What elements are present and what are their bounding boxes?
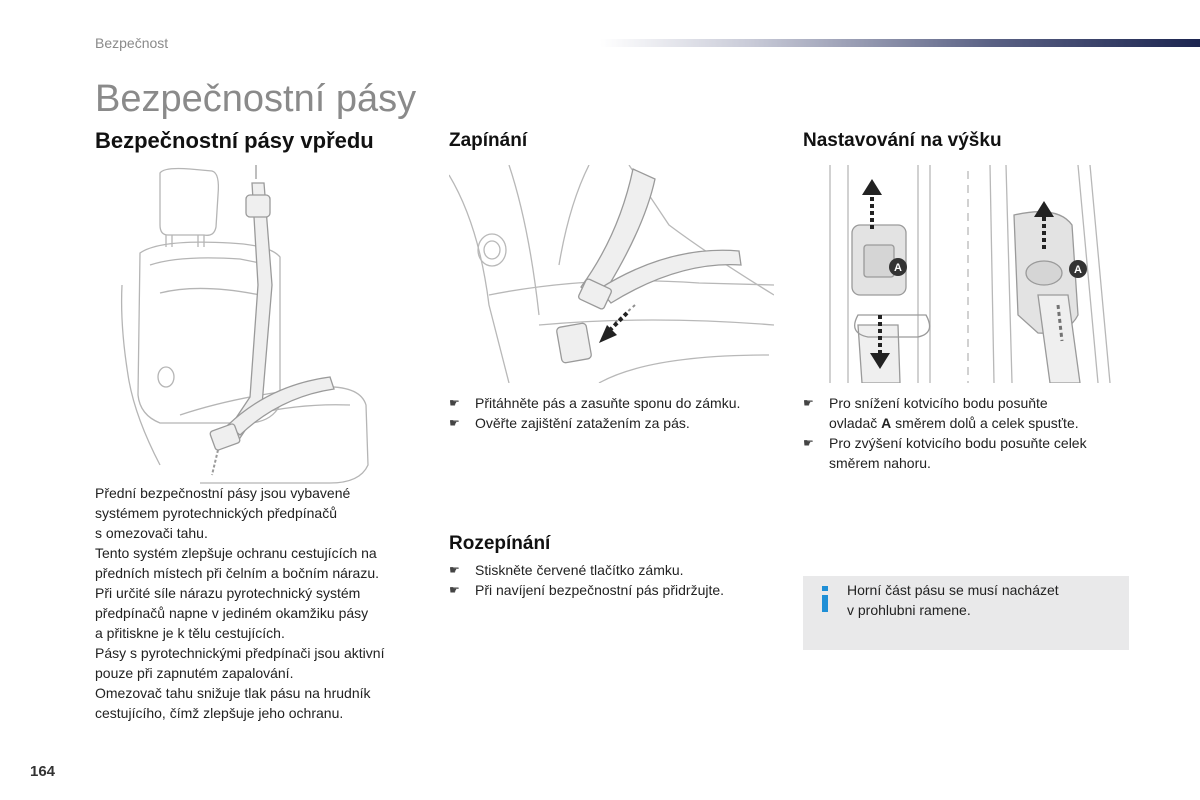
note-line: Horní část pásu se musí nacházet xyxy=(847,582,1059,598)
list-item xyxy=(449,560,779,580)
desc-line: Přední bezpečnostní pásy jsou vybavené xyxy=(95,485,351,501)
pointing-hand-icon: ☛ xyxy=(449,396,460,410)
desc-line: Omezovač tahu snižuje tlak pásu na hrudník xyxy=(95,685,371,701)
height-adjust-heading: Nastavování na výšku xyxy=(803,130,1002,151)
pointing-hand-icon: ☛ xyxy=(449,563,460,577)
desc-line: cestujícího, čímž zlepšuje jeho ochranu. xyxy=(95,705,344,721)
list-item xyxy=(449,413,779,433)
height-adjust-figure xyxy=(818,165,1118,383)
list-item xyxy=(803,433,1143,473)
pointing-hand-icon: ☛ xyxy=(803,396,814,410)
desc-line: předpínačů napne v jediném okamžiku pásy xyxy=(95,605,369,621)
note-line: v prohlubni ramene. xyxy=(847,602,971,618)
step-text: směrem nahoru. xyxy=(829,455,931,471)
figure-label-a: A xyxy=(1074,264,1082,276)
step-text: Stiskněte červené tlačítko zámku. xyxy=(475,562,684,578)
list-item xyxy=(803,393,1143,433)
step-text: Ověřte zajištění zatažením za pás. xyxy=(475,415,690,431)
list-item xyxy=(449,580,779,600)
page-title: Bezpečnostní pásy xyxy=(95,78,417,120)
desc-line: Pásy s pyrotechnickými předpínači jsou aktivní xyxy=(95,645,385,661)
desc-line: Tento systém zlepšuje ochranu cestujících na xyxy=(95,545,377,561)
buckle-figure xyxy=(449,165,774,383)
step-text: Pro snížení kotvicího bodu posuňte xyxy=(829,395,1048,411)
info-icon xyxy=(817,586,833,612)
step-text: Přitáhněte pás a zasuňte sponu do zámku. xyxy=(475,395,741,411)
header-gradient-bar xyxy=(600,39,1200,47)
desc-line: s omezovači tahu. xyxy=(95,525,208,541)
desc-line: předních místech při čelním a bočním nárazu. xyxy=(95,565,380,581)
desc-line: Při určité síle nárazu pyrotechnický systém xyxy=(95,585,361,601)
fasten-heading: Zapínání xyxy=(449,130,528,151)
desc-line: systémem pyrotechnických předpínačů xyxy=(95,505,337,521)
note-text xyxy=(847,580,1117,620)
section-label: Bezpečnost xyxy=(95,35,169,51)
page-number: 164 xyxy=(30,763,56,780)
front-belts-description xyxy=(95,483,425,723)
desc-line: a přitiskne je k tělu cestujících. xyxy=(95,625,285,641)
pointing-hand-icon: ☛ xyxy=(803,436,814,450)
pointing-hand-icon: ☛ xyxy=(449,583,460,597)
list-item xyxy=(449,393,779,413)
info-note xyxy=(803,576,1129,650)
unfasten-heading: Rozepínání xyxy=(449,533,551,554)
seat-belt-figure xyxy=(120,165,370,485)
unfasten-steps xyxy=(449,560,779,600)
figure-label-a: A xyxy=(894,262,902,274)
step-text: Při navíjení bezpečnostní pás přidržujte. xyxy=(475,582,725,598)
desc-line: pouze při zapnutém zapalování. xyxy=(95,665,294,681)
height-adjust-steps xyxy=(803,393,1143,473)
control-label-a: A xyxy=(881,415,892,431)
front-belts-heading: Bezpečnostní pásy vpředu xyxy=(95,128,374,153)
step-text: Pro zvýšení kotvicího bodu posuňte celek xyxy=(829,435,1087,451)
fasten-steps xyxy=(449,393,779,433)
step-text: směrem dolů a celek spusťte. xyxy=(891,415,1079,431)
pointing-hand-icon: ☛ xyxy=(449,416,460,430)
step-text: ovladač xyxy=(829,415,882,431)
